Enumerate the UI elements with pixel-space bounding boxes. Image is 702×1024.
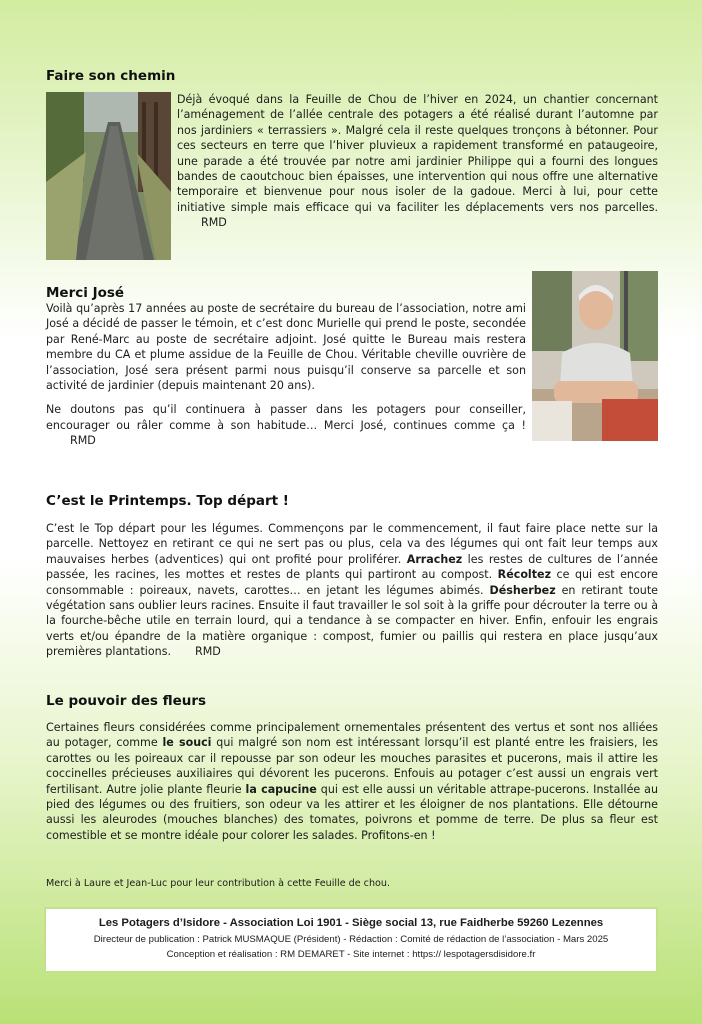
section-faire-son-chemin (46, 68, 658, 260)
signature: RMD (195, 645, 221, 659)
footer-credits-line: Conception et réalisation : RM DEMARET - Site internet : https:// lespotagersdisidore.fr (166, 949, 536, 960)
section-merci-jose (46, 285, 658, 449)
section-title: C’est le Printemps. Top départ ! (46, 493, 289, 509)
section-text: C’est le Top départ pour les légumes. Commençons par le commencement, il faut faire place nette sur la parcelle. Nettoyez en retirant ce qui ne sert pas ou plus, cela va des légumes qui ont fait leur temps aux mauvaises herbes (adventices) qui ont profité pour proliférer. Arrachez les restes de cultures de l’année passée, les racines, les mottes et restes de plants qui partiront au compost. Récoltez ce qui est encore consommable : poireaux, navets, carottes… en jetant les légumes abimés. Désherbez en retirant toute végétation sans oublier leurs racines. Ensuite il faut travailler le sol soit à la griffe pour décrouter la terre ou à la fourche-bêche utile en terrain lourd, qui a tendance à se compacter en hiver. Enfin, enfouir les engrais verts et/ou épandre de la matière organique : compost, fumier ou paillis qui restera en place jusqu’aux premières plantations. RMD (46, 522, 659, 659)
bold-keyword: le souci (162, 736, 212, 750)
garden-path-photo (46, 92, 171, 260)
bold-keyword: la capucine (245, 782, 317, 796)
section-title: Faire son chemin (46, 68, 176, 84)
section-text: Certaines fleurs considérées comme principalement ornementales présentent des vertus et sont nos alliées au potager, comme le souci qui malgré son nom est intéressant lorsqu’il est planté entre les fraisiers, les carottes ou les poireaux car il repousse par son odeur les mouches parasites et pucerons, mais il attire les coccinelles précieuses auxiliaires qui dévorent les pucerons. Enfouis au potager c’est aussi un engrais vert fertilisant. Autre jolie plante fleurie la capucine qui est elle aussi un véritable attrape-pucerons. Installée au pied des légumes ou des fruitiers, son odeur va les attirer et les éloigner de nos plantations. Elle détourne aussi les aleurodes (mouches blanches) des tomates, poivrons et pomme de terre. De plus sa fleur est comestible et se montre idéale pour colorer les salades. Profitons-en ! (46, 721, 659, 842)
section-pouvoir-des-fleurs (46, 693, 658, 843)
section-printemps (46, 493, 658, 660)
section-body (46, 285, 658, 449)
footer-publication-line: Directeur de publication : Patrick MUSMAQUE (Président) - Rédaction : Comité de rédaction de l’association - Mars 2025 (93, 934, 609, 945)
footer-box (44, 907, 658, 973)
section-body (46, 92, 658, 260)
section-title: Le pouvoir des fleurs (46, 693, 207, 709)
section-title: Merci José (46, 285, 125, 301)
bold-keyword: Arrachez (406, 552, 463, 566)
jose-portrait-photo (532, 271, 658, 441)
footer-association-line: Les Potagers d’Isidore - Association Loi 1901 - Siège social 13, rue Faidherbe 59260 Lezennes (98, 917, 604, 929)
section-text: Déjà évoqué dans la Feuille de Chou de l’hiver en 2024, un chantier concernant l’aménagement de l’allée centrale des potagers a été réalisé durant l’automne par nos jardiniers « terrassiers ». Malgré cela il reste quelques tronçons à bétonner. Pour ces secteurs en terre que l’hiver pluvieux a rapidement transformé en pataugeoire, une parade a été trouvée par notre ami jardinier Philippe qui a fourni des longues bandes de caoutchouc bien épaisses, une intervention qui nous offre une alternative temporaire et bienvenue pour nous isoler de la gadoue. Merci à lui, pour cette initiative simple mais efficace qui va faciliter les déplacements vers nos parcelles.RMD (177, 93, 658, 230)
thanks-note: Merci à Laure et Jean-Luc pour leur contribution à cette Feuille de chou. (46, 878, 391, 889)
section-paragraph-1: Voilà qu’après 17 années au poste de secrétaire du bureau de l’association, notre ami José a décidé de passer le témoin, et c’est donc Murielle qui prend le poste, secondée par René-Marc au poste de secrétaire adjoint. José quitte le Bureau mais restera membre du CA et plume assidue de la Feuille de Chou. Véritable cheville ouvrière de l’association, José sera présent parmi nous puisqu’il conserve sa parcelle et son activité de jardinier (depuis maintenant 20 ans). (46, 302, 526, 393)
section-text-column (46, 285, 526, 449)
signature: RMD (70, 434, 96, 448)
bold-keyword: Récoltez (497, 568, 552, 582)
jose-portrait-image (532, 271, 658, 441)
section-paragraph-2: Ne doutons pas qu’il continuera à passer dans les potagers pour conseiller, encourager ou râler comme à son habitude… Merci José, continues comme ça !RMD (46, 403, 526, 448)
garden-path-image (46, 92, 171, 260)
bold-keyword: Désherbez (489, 583, 556, 597)
signature: RMD (201, 216, 227, 230)
